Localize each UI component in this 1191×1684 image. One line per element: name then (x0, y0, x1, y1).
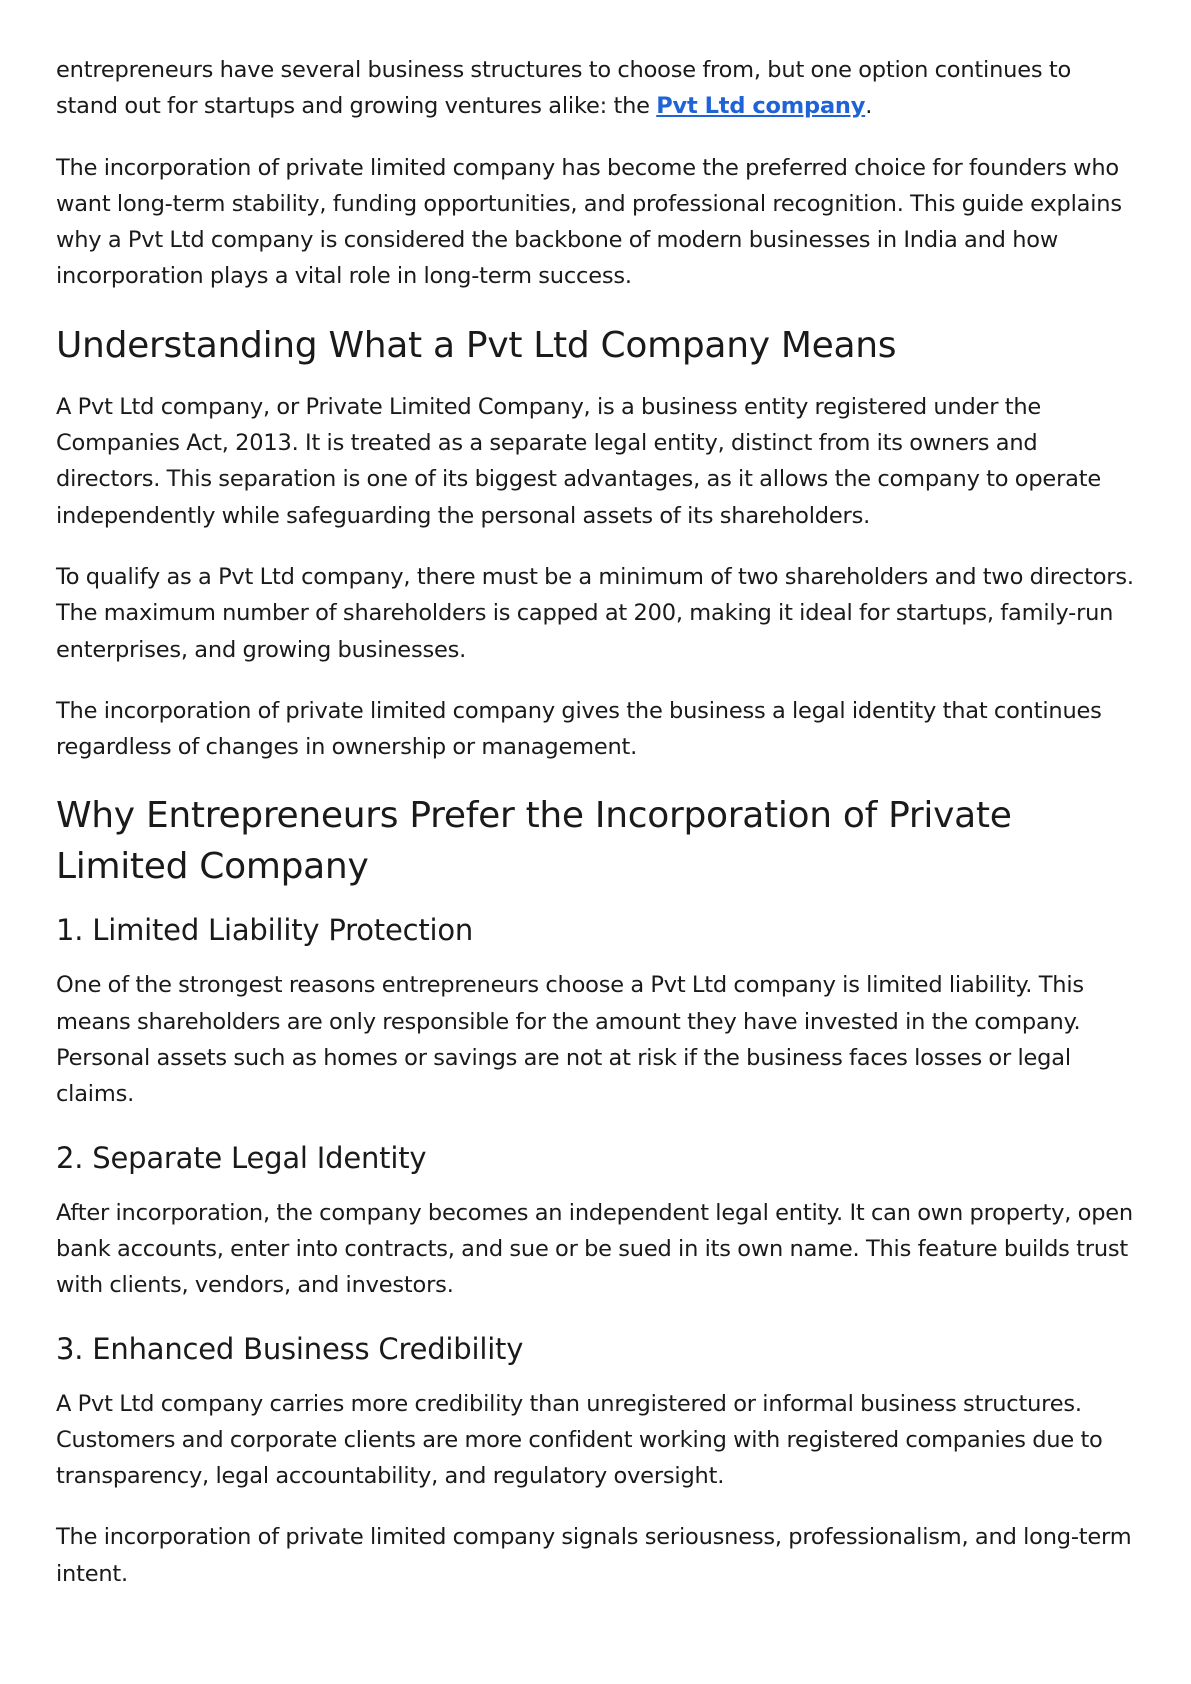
limited-liability-paragraph: One of the strongest reasons entrepreneurs choose a Pvt Ltd company is limited liability. This means shareholders are only responsible for the amount they have invested in the company. Personal assets such as homes or savings are not at risk if the business faces losses or legal claims. (56, 972, 1084, 1108)
credibility-paragraph-1: A Pvt Ltd company carries more credibility than unregistered or informal business structures. Customers and corporate clients are more confident working with registered companies due to transparency, legal accountability, and regulatory oversight. (56, 1390, 1103, 1490)
section-heading-understanding: Understanding What a Pvt Ltd Company Means (56, 324, 897, 366)
understanding-paragraph-3: The incorporation of private limited company gives the business a legal identity that continues regardless of changes in ownership or management. (56, 697, 1102, 761)
subheading-credibility: 3. Enhanced Business Credibility (56, 1331, 524, 1366)
intro-paragraph-1 (56, 52, 1136, 125)
credibility-paragraph-2: The incorporation of private limited company signals seriousness, professionalism, and long-term intent. (56, 1524, 1132, 1587)
understanding-paragraph-2: To qualify as a Pvt Ltd company, there must be a minimum of two shareholders and two directors. The maximum number of shareholders is capped at 200, making it ideal for startups, family-run enterprises, and growing businesses. (56, 563, 1134, 663)
understanding-paragraph-1: A Pvt Ltd company, or Private Limited Company, is a business entity registered under the Companies Act, 2013. It is treated as a separate legal entity, distinct from its owners and directors. This separation is one of its biggest advantages, as it allows the company to operate independently while safeguarding the personal assets of its shareholders. (56, 393, 1101, 529)
subheading-separate-identity: 2. Separate Legal Identity (56, 1140, 427, 1175)
intro-text: entrepreneurs have several business structures to choose from, but one option continues to stand out for startups and growing ventures alike: the (56, 57, 1072, 120)
document-page (56, 52, 1136, 1617)
pvt-ltd-company-link[interactable]: Pvt Ltd company (656, 93, 866, 120)
separate-identity-paragraph: After incorporation, the company becomes an independent legal entity. It can own property, open bank accounts, enter into contracts, and sue or be sued in its own name. This feature builds trust with clients, vendors, and investors. (56, 1199, 1133, 1299)
section-heading-why: Why Entrepreneurs Prefer the Incorporation of Private Limited Company (56, 795, 1012, 888)
intro-period: . (865, 93, 873, 120)
subheading-limited-liability: 1. Limited Liability Protection (56, 913, 474, 948)
intro-paragraph-2: The incorporation of private limited company has become the preferred choice for founders who want long-term stability, funding opportunities, and professional recognition. This guide explains why a Pvt Ltd company is considered the backbone of modern businesses in India and how incorporation plays a vital role in long-term success. (56, 154, 1122, 290)
